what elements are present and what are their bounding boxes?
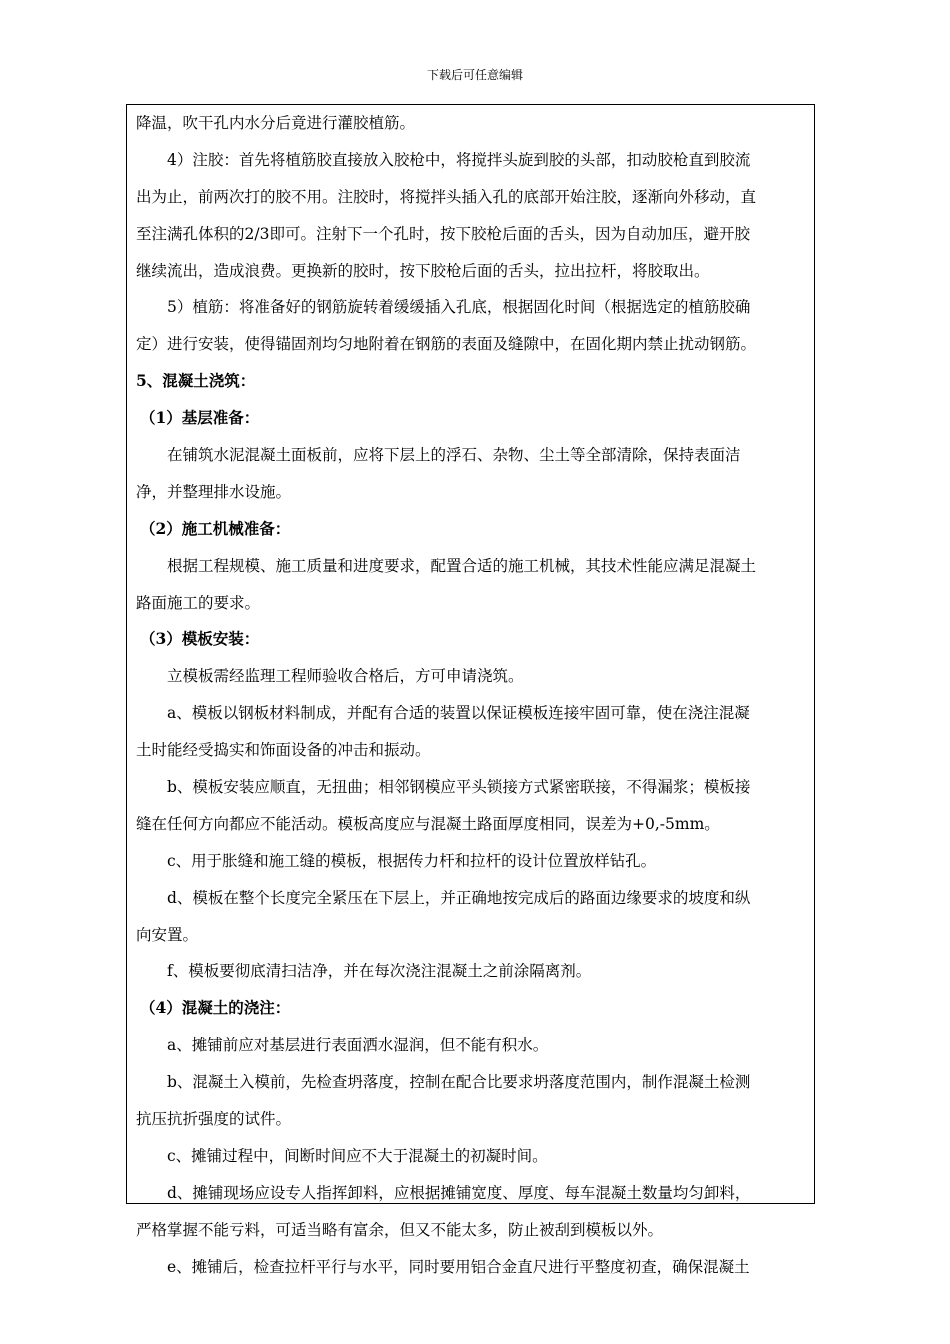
paragraph-line: 降温，吹干孔内水分后竟进行灌胶植筋。 — [136, 114, 416, 132]
paragraph-line: 缝在任何方向都应不能活动。模板高度应与混凝土路面厚度相同，误差为+0,-5mm。 — [136, 814, 720, 833]
page-header: 下载后可任意编辑 — [426, 68, 523, 82]
paragraph-line: 立模板需经监理工程师验收合格后，方可申请浇筑。 — [167, 667, 524, 686]
paragraph-line: b、混凝土入模前，先检查坍落度，控制在配合比要求坍落度范围内，制作混凝土检测 — [167, 1073, 751, 1092]
paragraph-line: 出为止，前两次打的胶不用。注胶时，将搅拌头插入孔的底部开始注胶，逐渐向外移动，直 — [136, 187, 757, 206]
paragraph-line: d、模板在整个长度完全紧压在下层上，并正确地按完成后的路面边缘要求的坡度和纵 — [167, 888, 751, 907]
section-heading: （1）基层准备： — [140, 408, 260, 428]
paragraph-line: d、摊铺现场应设专人指挥卸料，应根据摊铺宽度、厚度、每车混凝土数量均匀卸料， — [167, 1183, 751, 1202]
section-heading: （4）混凝土的浇注： — [140, 998, 291, 1018]
paragraph-line: f、模板要彻底清扫洁净，并在每次浇注混凝土之前涂隔离剂。 — [167, 962, 592, 981]
paragraph-line: a、摊铺前应对基层进行表面洒水湿润，但不能有积水。 — [167, 1036, 549, 1055]
paragraph-line: 在铺筑水泥混凝土面板前，应将下层上的浮石、杂物、尘土等全部清除，保持表面洁 — [167, 446, 741, 465]
paragraph-line: 向安置。 — [136, 925, 199, 944]
section-heading: （3）模板安装： — [140, 629, 260, 649]
paragraph-line: 继续流出，造成浪费。更换新的胶时，按下胶枪后面的舌头，拉出拉杆，将胶取出。 — [136, 261, 710, 280]
paragraph-line: 土时能经受捣实和饰面设备的冲击和振动。 — [136, 741, 431, 760]
paragraph-line: c、用于胀缝和施工缝的模板，根据传力杆和拉杆的设计位置放样钻孔。 — [167, 851, 657, 870]
paragraph-line: 5）植筋：将准备好的钢筋旋转着缓缓插入孔底，根据固化时间（根据选定的植筋胶确 — [167, 298, 751, 317]
paragraph-line: 定）进行安装，使得锚固剂均匀地附着在钢筋的表面及缝隙中，在固化期内禁止扰动钢筋。 — [136, 335, 757, 354]
section-heading: 5、混凝土浇筑： — [136, 371, 256, 391]
paragraph-line: c、摊铺过程中，间断时间应不大于混凝土的初凝时间。 — [167, 1146, 548, 1165]
content-table-cell — [126, 104, 815, 1276]
paragraph-line: 根据工程规模、施工质量和进度要求，配置合适的施工机械，其技术性能应满足混凝土 — [167, 556, 757, 575]
paragraph-line: e、摊铺后，检查拉杆平行与水平，同时要用铝合金直尺进行平整度初查，确保混凝土 — [167, 1257, 750, 1276]
paragraph-line: 至注满孔体积的2/3即可。注射下一个孔时，按下胶枪后面的舌头，因为自动加压，避开胶 — [136, 224, 750, 243]
paragraph-line: 严格掌握不能亏料，可适当略有富余，但又不能太多，防止被刮到模板以外。 — [136, 1220, 664, 1239]
section-heading: （2）施工机械准备： — [140, 518, 291, 538]
paragraph-line: 4）注胶：首先将植筋胶直接放入胶枪中，将搅拌头旋到胶的头部，扣动胶枪直到胶流 — [167, 150, 751, 169]
paragraph-line: 净，并整理排水设施。 — [136, 482, 292, 501]
paragraph-line: 抗压抗折强度的试件。 — [136, 1110, 292, 1129]
paragraph-line: b、模板安装应顺直，无扭曲；相邻钢模应平头锁接方式紧密联接，不得漏浆；模板接 — [167, 778, 751, 797]
paragraph-line: a、模板以钢板材料制成，并配有合适的装置以保证模板连接牢固可靠，使在浇注混凝 — [167, 704, 750, 723]
paragraph-line: 路面施工的要求。 — [136, 593, 261, 612]
document-body — [136, 105, 810, 1286]
